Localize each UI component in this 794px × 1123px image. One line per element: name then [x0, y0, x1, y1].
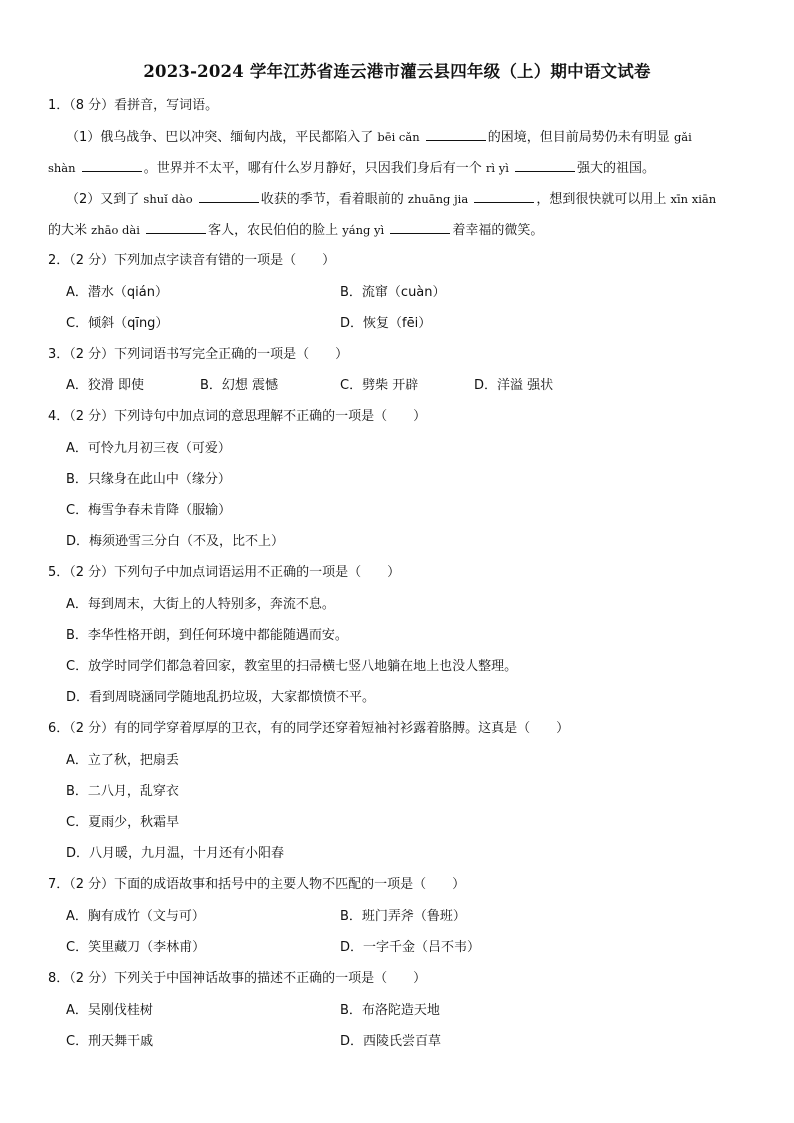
question-5-option-d: D．看到周晓涵同学随地乱扔垃圾，大家都愤愤不平。 [66, 690, 376, 705]
question-4-head: 4．（2 分）下列诗句中加点词的意思理解不正确的一项是（ ） [48, 409, 427, 424]
question-2-option-d: D．恢复（fēi） [340, 316, 432, 331]
question-7-option-c: C．笑里藏刀（李林甫） [66, 940, 206, 955]
question-5-option-a: A．每到周末，大街上的人特别多，奔流不息。 [66, 597, 335, 612]
question-6-option-d: D．八月暖，九月温，十月还有小阳春 [66, 846, 285, 861]
question-4-option-b: B．只缘身在此山中（缘分） [66, 472, 231, 487]
question-7-option-b: B．班门弄斧（鲁班） [340, 909, 466, 924]
question-7-option-d: D．一字千金（吕不韦） [340, 940, 481, 955]
question-8-option-d: D．西陵氏尝百草 [340, 1034, 442, 1049]
question-8-option-a: A．吴刚伐桂树 [66, 1003, 153, 1018]
question-1-part-1-line-1: （1）俄乌战争、巴以冲突、缅甸内战，平民都陷入了 bēi cǎn 的困境，但目前局势仍未有明显 gǎi [66, 130, 692, 145]
question-4-option-d: D．梅须逊雪三分白（不及，比不上） [66, 534, 285, 549]
question-2-option-b: B．流窜（cuàn） [340, 285, 446, 300]
question-1-part-1-line-2: shàn 。世界并不太平，哪有什么岁月静好，只因我们身后有一个 rì yì 强大的祖国。 [48, 161, 656, 176]
question-2-option-a: A．潜水（qián） [66, 285, 168, 300]
question-3-option-b: B．幻想 震憾 [200, 378, 279, 393]
question-3-option-a: A．狡滑 即使 [66, 378, 145, 393]
question-2-option-c: C．倾斜（qīng） [66, 316, 169, 331]
question-6-option-c: C．夏雨少，秋霜早 [66, 815, 180, 830]
question-4-option-a: A．可怜九月初三夜（可爱） [66, 441, 231, 456]
question-1-head: 1．（8 分）看拼音，写词语。 [48, 98, 219, 113]
question-8-head: 8．（2 分）下列关于中国神话故事的描述不正确的一项是（ ） [48, 971, 427, 986]
question-1-part-2-line-1: （2）又到了 shuǐ dào 收获的季节，看着眼前的 zhuāng jia ，想到很快就可以用上 xīn xiān [66, 192, 717, 207]
question-6-head: 6．（2 分）有的同学穿着厚厚的卫衣，有的同学还穿着短袖衬衫露着胳膊。这真是（ ） [48, 721, 570, 736]
question-5-option-c: C．放学时同学们都急着回家，教室里的扫帚横七竖八地躺在地上也没人整理。 [66, 659, 518, 674]
question-5-option-b: B．李华性格开朗，到任何环境中都能随遇而安。 [66, 628, 348, 643]
question-3-option-d: D．洋溢 强状 [474, 378, 554, 393]
question-2-head: 2．（2 分）下列加点字读音有错的一项是（ ） [48, 253, 336, 268]
question-5-head: 5．（2 分）下列句子中加点词语运用不正确的一项是（ ） [48, 565, 401, 580]
question-8-option-b: B．布洛陀造天地 [340, 1003, 440, 1018]
question-1-part-2-line-2: 的大米 zhāo dài 客人，农民伯伯的脸上 yáng yì 着幸福的微笑。 [48, 223, 544, 238]
question-3-head: 3．（2 分）下列词语书写完全正确的一项是（ ） [48, 347, 349, 362]
question-7-option-a: A．胸有成竹（文与可） [66, 909, 205, 924]
question-6-option-b: B．二八月，乱穿衣 [66, 784, 179, 799]
question-6-option-a: A．立了秋，把扇丢 [66, 753, 179, 768]
page-title: 2023-2024 学年江苏省连云港市灌云县四年级（上）期中语文试卷 [143, 62, 651, 81]
question-7-head: 7．（2 分）下面的成语故事和括号中的主要人物不匹配的一项是（ ） [48, 877, 466, 892]
question-3-option-c: C．劈柴 开辟 [340, 378, 419, 393]
question-4-option-c: C．梅雪争春未肯降（服输） [66, 503, 232, 518]
question-8-option-c: C．刑天舞干戚 [66, 1034, 154, 1049]
